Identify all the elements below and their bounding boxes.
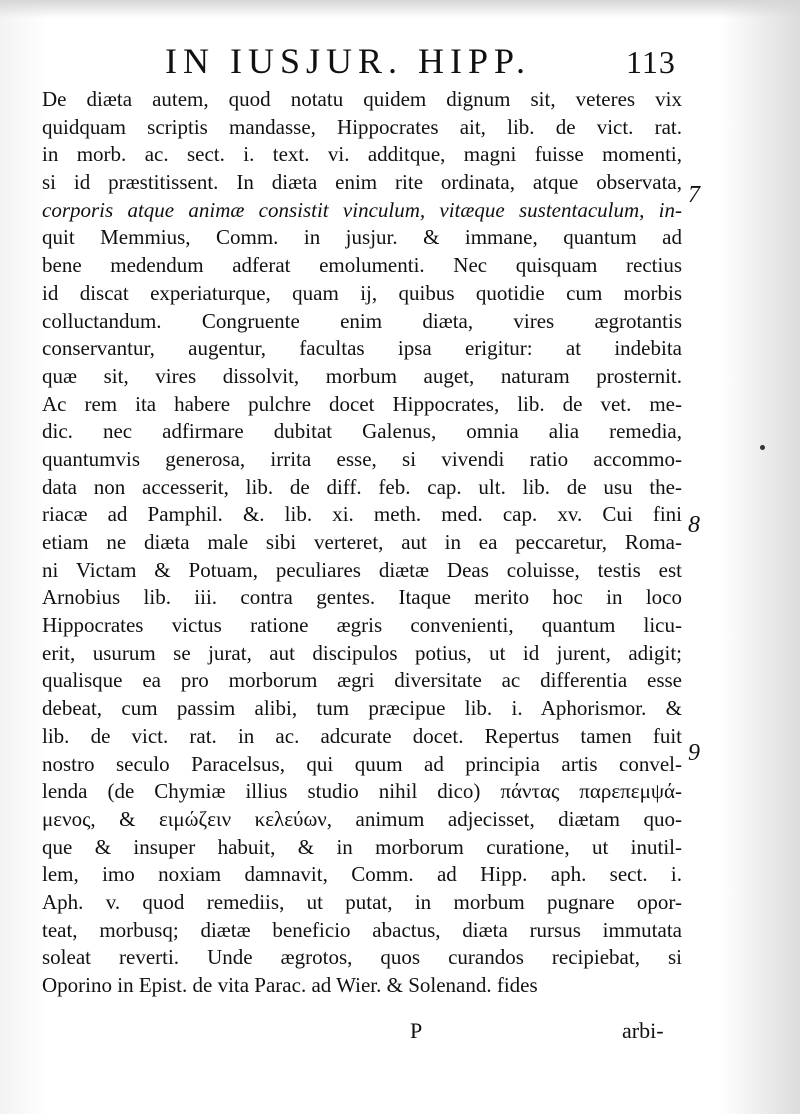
text-line: Hippocrates victus ratione ægris convenienti, quantum licu- (42, 613, 682, 638)
text-line: colluctandum. Congruente enim diæta, vires ægrotantis (42, 308, 682, 333)
page-top-shadow (0, 0, 800, 18)
text-line: soleat reverti. Unde ægrotos, quos curandos recipiebat, si (42, 945, 682, 970)
text-line: etiam ne diæta male sibi verteret, aut in ea peccaretur, Roma- (42, 530, 682, 554)
text-line: μενος, & ειμώζειν κελεύων, animum adjecisset, diætam quo- (42, 806, 682, 831)
text-line: quæ sit, vires dissolvit, morbum auget, naturam prosternit. (42, 363, 682, 388)
text-line: corporis atque animæ consistit vinculum, vitæque sustentaculum, in- (42, 197, 682, 222)
text-line: nostro seculo Paracelsus, qui quum ad principia artis convel- (42, 751, 682, 776)
text-line: Oporino in Epist. de vita Parac. ad Wier. & Solenand. fides (42, 973, 538, 997)
text-line: dic. nec adfirmare dubitat Galenus, omnia alia remedia, (42, 419, 682, 444)
text-line: lem, imo noxiam damnavit, Comm. ad Hipp. aph. sect. i. (42, 862, 682, 887)
text-line: bene medendum adferat emolumenti. Nec quisquam rectius (42, 253, 682, 278)
main-text-block (42, 86, 682, 1000)
text-line: debeat, cum passim alibi, tum præcipue lib. i. Aphorismor. & (42, 696, 682, 721)
running-title: IN IUSJUR. HIPP. (165, 41, 532, 81)
text-line: lib. de vict. rat. in ac. adcurate docet. Repertus tamen fuit (42, 723, 682, 748)
text-line: riacæ ad Pamphil. &. lib. xi. meth. med. cap. xv. Cui fini (42, 502, 682, 527)
signature-mark: P (410, 1018, 423, 1043)
text-line: data non accesserit, lib. de diff. feb. cap. ult. lib. de usu the- (42, 474, 682, 499)
text-line: Aph. v. quod remediis, ut putat, in morbum pugnare opor- (42, 889, 682, 914)
text-line: si id præstitissent. In diæta enim rite ordinata, atque observata, (42, 170, 682, 195)
margin-number: 8 (688, 512, 700, 538)
text-line: erit, usurum se jurat, aut discipulos potius, ut id jurent, adigit; (42, 640, 682, 665)
text-line: quantumvis generosa, irrita esse, si vivendi ratio accommo- (42, 446, 682, 471)
text-line: que & insuper habuit, & in morborum curatione, ut inutil- (42, 834, 682, 859)
margin-number: 9 (688, 740, 700, 766)
ink-speck (760, 445, 765, 450)
text-line: De diæta autem, quod notatu quidem dignum sit, veteres vix (42, 87, 682, 111)
text-line: lenda (de Chymiæ illius studio nihil dico) πάντας παρεπεμψά- (42, 779, 682, 804)
text-line: Arnobius lib. iii. contra gentes. Itaque merito hoc in loco (42, 585, 682, 610)
text-line: conservantur, augentur, facultas ipsa erigitur: at indebita (42, 336, 682, 361)
text-line: quidquam scriptis mandasse, Hippocrates ait, lib. de vict. rat. (42, 114, 682, 139)
text-line: id discat experiaturque, quam ij, quibus quotidie cum morbis (42, 280, 682, 305)
running-header (0, 38, 800, 88)
text-line: Ac rem ita habere pulchre docet Hippocrates, lib. de vet. me- (42, 391, 682, 416)
text-line: ni Victam & Potuam, peculiares diætæ Deas coluisse, testis est (42, 557, 682, 582)
page-number: 113 (626, 44, 676, 80)
text-line: teat, morbusq; diætæ beneficio abactus, diæta rursus immutata (42, 917, 682, 942)
text-line: qualisque ea pro morborum ægri diversitate ac differentia esse (42, 668, 682, 693)
text-line: quit Memmius, Comm. in jusjur. & immane, quantum ad (42, 225, 682, 250)
catchword: arbi- (622, 1018, 664, 1043)
text-line: in morb. ac. sect. i. text. vi. additque, magni fuisse momenti, (42, 142, 682, 167)
margin-number: 7 (688, 182, 700, 208)
